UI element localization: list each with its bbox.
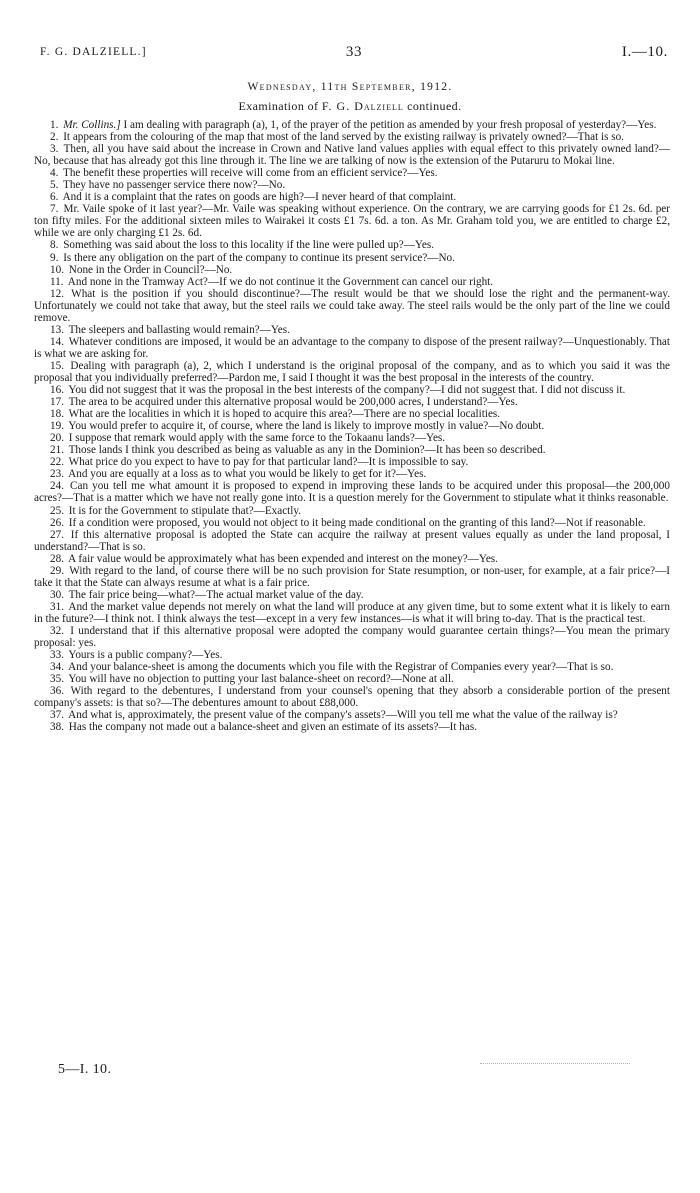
question-text: What are the localities in which it is hoped to acquire this area?—There are no special localities. [68,408,501,421]
question-number: 4. [50,167,59,180]
question-text: The sleepers and ballasting would remain?—Yes. [68,323,290,336]
question-text: A fair value would be approximately what has been expended and interest on the money?—Yes. [68,552,498,565]
question-number: 21. [50,444,64,457]
question-paragraph [34,167,670,179]
question-number: 16. [50,384,64,397]
question-text: What is the position if you should discontinue?—The result would be that we should lose the right and the permanent-way. Unfortunately we could not take that away, but the steel rails we could take away. The steel rails would be the only part of the line we could remove. [34,287,670,324]
question-number: 30. [50,588,64,601]
question-paragraph [34,517,670,529]
question-paragraph [34,288,670,324]
date-heading: Wednesday, 11th September, 1912. [247,81,453,93]
question-number: 10. [50,263,64,276]
question-paragraph [34,468,670,480]
question-text: The fair price being—what?—The actual market value of the day. [68,588,364,601]
witness-header: F. G. DALZIELL.] [40,46,147,58]
question-text: You would prefer to acquire it, of course, where the land is likely to improve mostly in value?—No doubt. [68,420,545,433]
question-paragraph [34,324,670,336]
question-paragraph [34,456,670,468]
question-text: None in the Order in Council?—No. [68,263,233,276]
question-number: 25. [50,504,64,517]
question-number: 28. [50,552,64,565]
question-paragraph [34,143,670,167]
question-text: And you are equally at a loss as to what you would be likely to get for it?—Yes. [68,468,427,481]
question-text: The area to be acquired under this alternative proposal would be 200,000 acres, I understand?—Yes. [68,396,518,409]
question-number: 1. [50,119,59,131]
question-text: If a condition were proposed, you would not object to it being made conditional on the granting of this land?—Not if reasonable. [68,516,646,529]
question-paragraph [34,179,670,191]
question-number: 31. [50,600,64,613]
question-number: 23. [50,468,64,481]
question-paragraph [34,565,670,589]
question-paragraph [34,649,670,661]
question-number: 11. [50,275,64,288]
footer-reference: 5—I. 10. [58,1062,112,1077]
question-text: And it is a complaint that the rates on goods are high?—I never heard of that complaint. [62,191,457,204]
question-text: Yours is a public company?—Yes. [68,649,223,662]
question-paragraph [34,709,670,721]
question-number: 33. [50,649,64,662]
questioner-name: Mr. Collins.] [63,119,121,131]
question-paragraph [34,408,670,420]
question-text: Can you tell me what amount it is proposed to expend in improving these lands to be acquired under this proposal—the 200,000 acres?—That is a matter which we have not really gone into. It is a question merely for the Government to stipulate what it thinks reasonable. [34,480,670,505]
question-text: And the market value depends not merely on what the land will produce at any given time, but to some extent what it is likely to earn in the future?—I think not. I think always the test—except in a very few instances—is what it will bring to-day. That is the practical test. [34,600,670,625]
question-number: 20. [50,432,64,445]
question-paragraph [34,444,670,456]
question-paragraph [34,384,670,396]
question-paragraph [34,589,670,601]
question-paragraph [34,252,670,264]
page-number: 33 [345,44,363,60]
question-paragraph [34,505,670,517]
question-text: Is there any obligation on the part of the company to continue its present service?—No. [63,251,455,264]
question-text: Those lands I think you described as being as valuable as any in the Dominion?—It has been so described. [68,444,546,457]
question-paragraph [34,432,670,444]
question-number: 26. [50,516,64,529]
question-text: You did not suggest that it was the proposal in the best interests of the company?—I did not suggest that. I did not discuss it. [68,384,626,397]
question-paragraph [34,191,670,203]
question-text: You will have no objection to putting your last balance-sheet on record?—None at all. [68,673,454,686]
question-paragraph [34,661,670,673]
question-text: It is for the Government to stipulate that?—Exactly. [68,504,302,517]
question-number: 27. [50,528,64,541]
question-number: 2. [50,131,59,144]
question-text: I am dealing with paragraph (a), 1, of the prayer of the petition as amended by your fresh proposal of yesterday?—Yes. [120,119,657,131]
question-number: 34. [50,661,64,674]
question-number: 12. [50,287,64,300]
question-number: 8. [50,239,59,252]
question-paragraph [34,625,670,649]
question-paragraph [34,529,670,553]
question-text: Has the company not made out a balance-sheet and given an estimate of its assets?—It has. [68,721,477,734]
examination-prefix: Examination of [238,99,319,113]
question-text: They have no passenger service there now?—No. [63,179,286,192]
question-text: Whatever conditions are imposed, it would be an advantage to the company to dispose of the present railway?—Unquestionably. That is what we are asking for. [34,335,670,360]
examinee-name: F. G. Dalziell [321,99,404,113]
question-paragraph [34,396,670,408]
question-number: 3. [50,143,59,156]
question-number: 18. [50,408,64,421]
question-text: Mr. Vaile spoke of it last year?—Mr. Vaile was speaking without experience. On the contrary, we are carrying goods for £1 2s. 6d. per ton fifty miles. For the additional sixteen miles to Wairakei it costs £1 7s. 6d. a ton. As Mr. Graham told you, we are entitled to charge £2, while we are only charging £1 2s. 6d. [34,203,670,240]
question-text: Dealing with paragraph (a), 2, which I understand is the original proposal of the company, and as to which you said it was the proposal that you individually preferred?—Pardon me, I said I thought it was the best proposal in the interests of the country. [34,359,670,384]
question-text: Then, all you have said about the increase in Crown and Native land values applies with equal effect to this privately owned land?—No, because that has already got this line through it. The line we are talking of now is the extension of the Putaruru to Mokai line. [34,143,670,168]
question-paragraph [34,360,670,384]
question-text: The benefit these properties will receive will come from an efficient service?—Yes. [63,167,438,180]
question-paragraph [34,131,670,143]
question-number: 24. [50,480,64,493]
question-text: I suppose that remark would apply with the same force to the Tokaanu lands?—Yes. [68,432,446,445]
question-number: 6. [50,191,59,204]
question-text: And none in the Tramway Act?—If we do not continue it the Government can cancel our right. [67,275,494,288]
question-paragraph [34,119,670,131]
question-text: Something was said about the loss to this locality if the line were pulled up?—Yes. [63,239,434,252]
question-text: With regard to the debentures, I understand from your counsel's opening that they absorb a considerable portion of the present company's assets: is that so?—The debentures amount to about £88,000. [34,685,670,710]
question-paragraph [34,553,670,565]
question-paragraph [34,673,670,685]
question-text: And what is, approximately, the present value of the company's assets?—Will you tell me what the value of the railway is? [68,709,618,722]
examination-suffix: continued. [407,99,462,113]
question-paragraph [34,276,670,288]
running-head [40,44,668,64]
question-text: I understand that if this alternative proposal were adopted the company would guarantee certain things?—You mean the primary proposal: yes. [34,624,670,650]
question-number: 15. [50,359,64,372]
question-paragraph [34,203,670,239]
question-text: If this alternative proposal is adopted the State can acquire the railway at present values equally as under the land proposal, I understand?—That is so. [34,528,670,553]
question-number: 13. [50,323,64,336]
question-paragraph [34,264,670,276]
question-text: And your balance-sheet is among the documents which you file with the Registrar of Companies every year?—That is so. [68,661,614,674]
question-number: 32. [50,624,64,637]
question-paragraph [34,420,670,432]
question-number: 37. [50,709,64,722]
question-number: 7. [50,203,59,216]
question-number: 29. [50,564,64,577]
question-number: 17. [50,396,64,409]
question-number: 38. [50,721,64,734]
question-paragraph [34,685,670,709]
testimony-body [34,119,670,733]
question-paragraph [34,480,670,504]
question-number: 5. [50,179,59,192]
question-text: With regard to the land, of course there will be no such provision for State resumption, or non-user, for example, at a fair price?—I take it that the State can always resume at what is a fair price. [34,564,670,589]
question-number: 35. [50,673,64,686]
footer-rule [480,1063,630,1064]
examination-heading [0,99,700,114]
question-paragraph [34,721,670,733]
paper-reference: I.—10. [621,44,668,60]
question-number: 19. [50,420,64,433]
question-number: 14. [50,335,64,348]
question-paragraph [34,336,670,360]
question-paragraph [34,239,670,251]
question-number: 9. [50,251,59,264]
question-text: It appears from the colouring of the map that most of the land served by the existing railway is privately owned?—That is so. [63,131,624,144]
question-paragraph [34,601,670,625]
question-text: What price do you expect to have to pay for that particular land?—It is impossible to say. [68,456,469,469]
question-number: 36. [50,685,64,698]
question-number: 22. [50,456,64,469]
